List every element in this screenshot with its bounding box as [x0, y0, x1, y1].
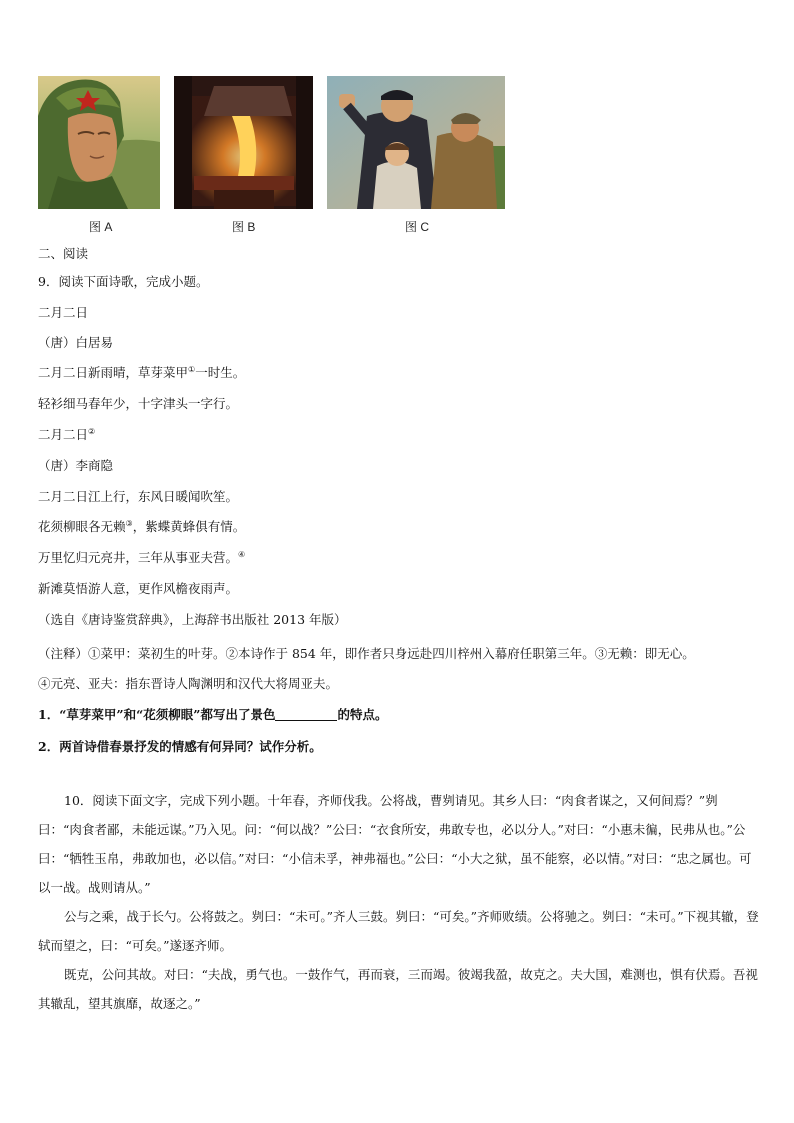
poem1-author: （唐）白居易 — [38, 335, 114, 350]
section-title: 二、阅读 — [38, 246, 89, 261]
poem2-line2-b: ，紫蝶黄蜂俱有情。 — [132, 519, 246, 534]
figure-a-caption: 图 A — [89, 220, 113, 234]
figure-c — [327, 76, 505, 209]
poem2-line4: 新滩莫悟游人意，更作风檐夜雨声。 — [38, 581, 239, 596]
note-marker-2: ② — [88, 426, 96, 436]
poem2-line2-a: 花须柳眼各无赖 — [38, 519, 126, 534]
note-marker-1: ① — [188, 364, 196, 374]
figure-c-caption: 图 C — [405, 220, 430, 234]
q9-sub1-text: 1．“草芽菜甲”和“花须柳眼”都写出了景色 — [38, 707, 276, 722]
poem2-line2 — [38, 518, 245, 536]
answer-blank[interactable] — [275, 707, 337, 721]
figure-a — [38, 76, 160, 209]
poem1-line1-end: 一时生。 — [195, 365, 246, 380]
poem2-author: （唐）李商隐 — [38, 458, 114, 473]
poem2-line3 — [38, 549, 245, 567]
q10-paragraph-3: 既克，公问其故。对曰：“夫战，勇气也。一鼓作气，再而衰，三而竭。彼竭我盈，故克之。夫大国，难测也，惧有伏焉。吾视其辙乱，望其旗靡，故逐之。” — [38, 967, 758, 1011]
q9-sub1 — [38, 706, 387, 724]
annotation-line1: （注释）①菜甲：菜初生的叶芽。②本诗作于 854 年，即作者只身远赴四川梓州入幕府任职第三年。③无赖：即无心。 — [38, 646, 695, 661]
q9-sub2: 2．两首诗借春景抒发的情感有何异同？试作分析。 — [38, 739, 322, 754]
q10-passage — [38, 786, 760, 1018]
q9-sub1-end: 的特点。 — [337, 707, 388, 722]
poem2-title-text: 二月二日 — [38, 427, 89, 442]
figure-a-image — [38, 76, 160, 209]
q10-paragraph-2: 公与之乘，战于长勺。公将鼓之。刿曰：“未可。”齐人三鼓。刿曰：“可矣。”齐师败绩。公将驰之。刿曰：“未可。”下视其辙，登轼而望之，曰：“可矣。”遂逐齐师。 — [38, 909, 759, 953]
poem2-line1: 二月二日江上行，东风日暖闻吹笙。 — [38, 489, 239, 504]
annotation-line2: ④元亮、亚夫：指东晋诗人陶渊明和汉代大将周亚夫。 — [38, 676, 339, 691]
note-marker-3: ③ — [125, 518, 133, 528]
poem1-line1-text: 二月二日新雨晴，草芽菜甲 — [38, 365, 189, 380]
figure-b — [174, 76, 313, 209]
q9-prompt: 9．阅读下面诗歌，完成小题。 — [38, 274, 209, 289]
note-marker-4: ④ — [238, 549, 246, 559]
poem-source: （选自《唐诗鉴赏辞典》，上海辞书出版社 2013 年版） — [38, 612, 347, 627]
poem1-title: 二月二日 — [38, 305, 89, 320]
poem2-line3-a: 万里忆归元亮井，三年从事亚夫营。 — [38, 550, 239, 565]
figure-b-caption: 图 B — [232, 220, 256, 234]
q10-paragraph-1: 10．阅读下面文字，完成下列小题。十年春，齐师伐我。公将战，曹刿请见。其乡人曰：“肉食者谋之，又何间焉？”刿曰：“肉食者鄙，未能远谋。”乃入见。问：“何以战？”公曰：“衣食所安，弗敢专也，必以分人。”对曰：“小惠未徧，民弗从也。”公曰：“牺牲玉帛，弗敢加也，必以信。”对曰：“小信未孚，神弗福也。”公曰：“小大之狱，虽不能察，必以情。”对曰：“忠之属也。可以一战。战则请从。” — [38, 793, 752, 895]
figure-b-image — [174, 76, 313, 209]
poem1-line2: 轻衫细马春年少，十字津头一字行。 — [38, 396, 239, 411]
poem1-line1 — [38, 364, 245, 382]
figure-c-image — [327, 76, 505, 209]
poem2-title — [38, 426, 95, 444]
